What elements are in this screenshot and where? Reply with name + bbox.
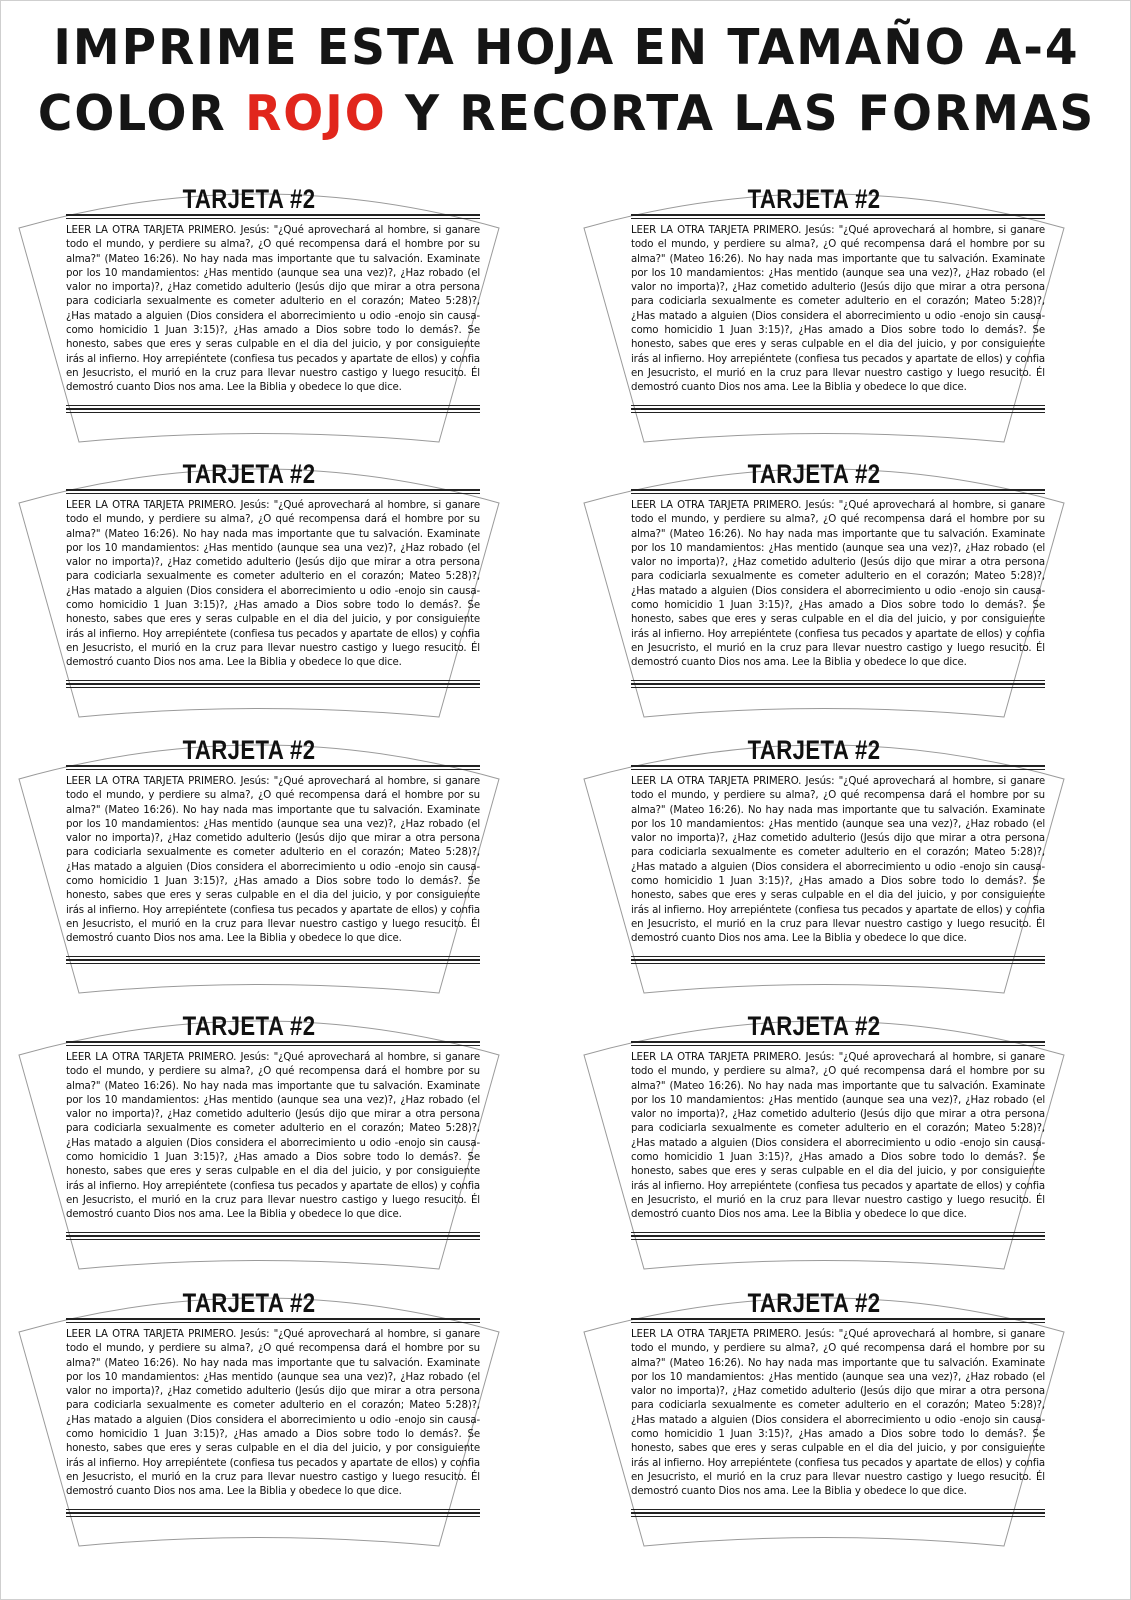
card-message: LEER LA OTRA TARJETA PRIMERO. Jesús: "¿Qué aprovechará al hombre, si ganare todo el mundo, y perdiere su alma?, ¿O qué recompensa dará el hombre por su alma?" (Mateo 16:26). No hay nada mas importante que tu salvación. Examinate por los 10 mandamientos: ¿Has mentido (aunque sea una vez)?, ¿Haz robado (el valor no importa)?, ¿Haz cometido adulterio (Jesús dijo que mirar a otra persona para codiciarla sexualmente es cometer adulterio en el corazón; Mateo 5:28)?, ¿Has matado a alguien (Dios considera el aborrecimiento u odio -enojo sin causa- como homicidio 1 Juan 3:15)?, ¿Has amado a Dios sobre todo lo demás?. Se honesto, sabes que eres y seras culpable en el dia del juicio, y por consiguiente irás al infierno. Hoy arrepiéntete (confiesa tus pecados y apartate de ellos) y confia en Jesucristo, el murió en la cruz para llevar nuestro castigo y luego resucito. Él demostró cuanto Dios nos ama. Lee la Biblia y obedece lo que dice. xyxy=(631,1329,1045,1498)
cutout-card xyxy=(9,1284,489,1554)
cutout-card xyxy=(574,1007,1054,1277)
instructions-line-1: IMPRIME ESTA HOJA EN TAMAÑO A-4 xyxy=(53,18,1080,77)
card-title: TARJETA #2 xyxy=(747,735,881,765)
card-message: LEER LA OTRA TARJETA PRIMERO. Jesús: "¿Qué aprovechará al hombre, si ganare todo el mundo, y perdiere su alma?, ¿O qué recompensa dará el hombre por su alma?" (Mateo 16:26). No hay nada mas importante que tu salvación. Examinate por los 10 mandamientos: ¿Has mentido (aunque sea una vez)?, ¿Haz robado (el valor no importa)?, ¿Haz cometido adulterio (Jesús dijo que mirar a otra persona para codiciarla sexualmente es cometer adulterio en el corazón; Mateo 5:28)?, ¿Has matado a alguien (Dios considera el aborrecimiento u odio -enojo sin causa- como homicidio 1 Juan 3:15)?, ¿Has amado a Dios sobre todo lo demás?. Se honesto, sabes que eres y seras culpable en el dia del juicio, y por consiguiente irás al infierno. Hoy arrepiéntete (confiesa tus pecados y apartate de ellos) y confia en Jesucristo, el murió en la cruz para llevar nuestro castigo y luego resucito. Él demostró cuanto Dios nos ama. Lee la Biblia y obedece lo que dice. xyxy=(631,500,1045,669)
card-title: TARJETA #2 xyxy=(747,184,881,214)
card-title: TARJETA #2 xyxy=(747,459,881,489)
card-title: TARJETA #2 xyxy=(182,459,316,489)
card-top-rules xyxy=(631,1041,1045,1048)
card-bottom-rules xyxy=(66,680,480,690)
card-message: LEER LA OTRA TARJETA PRIMERO. Jesús: "¿Qué aprovechará al hombre, si ganare todo el mundo, y perdiere su alma?, ¿O qué recompensa dará el hombre por su alma?" (Mateo 16:26). No hay nada mas importante que tu salvación. Examinate por los 10 mandamientos: ¿Has mentido (aunque sea una vez)?, ¿Haz robado (el valor no importa)?, ¿Haz cometido adulterio (Jesús dijo que mirar a otra persona para codiciarla sexualmente es cometer adulterio en el corazón; Mateo 5:28)?, ¿Has matado a alguien (Dios considera el aborrecimiento u odio -enojo sin causa- como homicidio 1 Juan 3:15)?, ¿Has amado a Dios sobre todo lo demás?. Se honesto, sabes que eres y seras culpable en el dia del juicio, y por consiguiente irás al infierno. Hoy arrepiéntete (confiesa tus pecados y apartate de ellos) y confia en Jesucristo, el murió en la cruz para llevar nuestro castigo y luego resucito. Él demostró cuanto Dios nos ama. Lee la Biblia y obedece lo que dice. xyxy=(66,1329,480,1498)
cutout-card xyxy=(574,455,1054,725)
color-highlight: ROJO xyxy=(245,84,387,143)
card-title: TARJETA #2 xyxy=(182,1011,316,1041)
card-top-rules xyxy=(631,489,1045,496)
cutout-card xyxy=(9,180,489,450)
card-bottom-rules xyxy=(631,405,1045,415)
cutout-card xyxy=(9,731,489,1001)
card-message: LEER LA OTRA TARJETA PRIMERO. Jesús: "¿Qué aprovechará al hombre, si ganare todo el mundo, y perdiere su alma?, ¿O qué recompensa dará el hombre por su alma?" (Mateo 16:26). No hay nada mas importante que tu salvación. Examinate por los 10 mandamientos: ¿Has mentido (aunque sea una vez)?, ¿Haz robado (el valor no importa)?, ¿Haz cometido adulterio (Jesús dijo que mirar a otra persona para codiciarla sexualmente es cometer adulterio en el corazón; Mateo 5:28)?, ¿Has matado a alguien (Dios considera el aborrecimiento u odio -enojo sin causa- como homicidio 1 Juan 3:15)?, ¿Has amado a Dios sobre todo lo demás?. Se honesto, sabes que eres y seras culpable en el dia del juicio, y por consiguiente irás al infierno. Hoy arrepiéntete (confiesa tus pecados y apartate de ellos) y confia en Jesucristo, el murió en la cruz para llevar nuestro castigo y luego resucito. Él demostró cuanto Dios nos ama. Lee la Biblia y obedece lo que dice. xyxy=(631,225,1045,394)
card-bottom-rules xyxy=(66,1509,480,1519)
card-bottom-rules xyxy=(66,956,480,966)
card-top-rules xyxy=(631,765,1045,772)
card-message: LEER LA OTRA TARJETA PRIMERO. Jesús: "¿Qué aprovechará al hombre, si ganare todo el mundo, y perdiere su alma?, ¿O qué recompensa dará el hombre por su alma?" (Mateo 16:26). No hay nada mas importante que tu salvación. Examinate por los 10 mandamientos: ¿Has mentido (aunque sea una vez)?, ¿Haz robado (el valor no importa)?, ¿Haz cometido adulterio (Jesús dijo que mirar a otra persona para codiciarla sexualmente es cometer adulterio en el corazón; Mateo 5:28)?, ¿Has matado a alguien (Dios considera el aborrecimiento u odio -enojo sin causa- como homicidio 1 Juan 3:15)?, ¿Has amado a Dios sobre todo lo demás?. Se honesto, sabes que eres y seras culpable en el dia del juicio, y por consiguiente irás al infierno. Hoy arrepiéntete (confiesa tus pecados y apartate de ellos) y confia en Jesucristo, el murió en la cruz para llevar nuestro castigo y luego resucito. Él demostró cuanto Dios nos ama. Lee la Biblia y obedece lo que dice. xyxy=(66,1052,480,1221)
card-title: TARJETA #2 xyxy=(182,184,316,214)
card-message: LEER LA OTRA TARJETA PRIMERO. Jesús: "¿Qué aprovechará al hombre, si ganare todo el mundo, y perdiere su alma?, ¿O qué recompensa dará el hombre por su alma?" (Mateo 16:26). No hay nada mas importante que tu salvación. Examinate por los 10 mandamientos: ¿Has mentido (aunque sea una vez)?, ¿Haz robado (el valor no importa)?, ¿Haz cometido adulterio (Jesús dijo que mirar a otra persona para codiciarla sexualmente es cometer adulterio en el corazón; Mateo 5:28)?, ¿Has matado a alguien (Dios considera el aborrecimiento u odio -enojo sin causa- como homicidio 1 Juan 3:15)?, ¿Has amado a Dios sobre todo lo demás?. Se honesto, sabes que eres y seras culpable en el dia del juicio, y por consiguiente irás al infierno. Hoy arrepiéntete (confiesa tus pecados y apartate de ellos) y confia en Jesucristo, el murió en la cruz para llevar nuestro castigo y luego resucito. Él demostró cuanto Dios nos ama. Lee la Biblia y obedece lo que dice. xyxy=(66,225,480,394)
card-title: TARJETA #2 xyxy=(182,1288,316,1318)
cutout-card xyxy=(574,180,1054,450)
instructions-line-2-start: COLOR xyxy=(37,84,246,143)
card-bottom-rules xyxy=(631,956,1045,966)
instructions-line-2 xyxy=(1,79,1131,148)
card-top-rules xyxy=(66,1041,480,1048)
instructions-line-2-end: Y RECORTA LAS FORMAS xyxy=(386,84,1096,143)
card-message: LEER LA OTRA TARJETA PRIMERO. Jesús: "¿Qué aprovechará al hombre, si ganare todo el mundo, y perdiere su alma?, ¿O qué recompensa dará el hombre por su alma?" (Mateo 16:26). No hay nada mas importante que tu salvación. Examinate por los 10 mandamientos: ¿Has mentido (aunque sea una vez)?, ¿Haz robado (el valor no importa)?, ¿Haz cometido adulterio (Jesús dijo que mirar a otra persona para codiciarla sexualmente es cometer adulterio en el corazón; Mateo 5:28)?, ¿Has matado a alguien (Dios considera el aborrecimiento u odio -enojo sin causa- como homicidio 1 Juan 3:15)?, ¿Has amado a Dios sobre todo lo demás?. Se honesto, sabes que eres y seras culpable en el dia del juicio, y por consiguiente irás al infierno. Hoy arrepiéntete (confiesa tus pecados y apartate de ellos) y confia en Jesucristo, el murió en la cruz para llevar nuestro castigo y luego resucito. Él demostró cuanto Dios nos ama. Lee la Biblia y obedece lo que dice. xyxy=(631,1052,1045,1221)
card-message: LEER LA OTRA TARJETA PRIMERO. Jesús: "¿Qué aprovechará al hombre, si ganare todo el mundo, y perdiere su alma?, ¿O qué recompensa dará el hombre por su alma?" (Mateo 16:26). No hay nada mas importante que tu salvación. Examinate por los 10 mandamientos: ¿Has mentido (aunque sea una vez)?, ¿Haz robado (el valor no importa)?, ¿Haz cometido adulterio (Jesús dijo que mirar a otra persona para codiciarla sexualmente es cometer adulterio en el corazón; Mateo 5:28)?, ¿Has matado a alguien (Dios considera el aborrecimiento u odio -enojo sin causa- como homicidio 1 Juan 3:15)?, ¿Has amado a Dios sobre todo lo demás?. Se honesto, sabes que eres y seras culpable en el dia del juicio, y por consiguiente irás al infierno. Hoy arrepiéntete (confiesa tus pecados y apartate de ellos) y confia en Jesucristo, el murió en la cruz para llevar nuestro castigo y luego resucito. Él demostró cuanto Dios nos ama. Lee la Biblia y obedece lo que dice. xyxy=(631,776,1045,945)
card-title: TARJETA #2 xyxy=(747,1288,881,1318)
cutout-card xyxy=(9,455,489,725)
cutout-card xyxy=(9,1007,489,1277)
card-top-rules xyxy=(631,214,1045,221)
card-bottom-rules xyxy=(66,405,480,415)
card-top-rules xyxy=(631,1318,1045,1325)
card-top-rules xyxy=(66,214,480,221)
card-bottom-rules xyxy=(631,1509,1045,1519)
card-bottom-rules xyxy=(631,1232,1045,1242)
cutout-card xyxy=(574,1284,1054,1554)
card-title: TARJETA #2 xyxy=(747,1011,881,1041)
instructions-header xyxy=(1,15,1131,147)
card-bottom-rules xyxy=(631,680,1045,690)
card-message: LEER LA OTRA TARJETA PRIMERO. Jesús: "¿Qué aprovechará al hombre, si ganare todo el mundo, y perdiere su alma?, ¿O qué recompensa dará el hombre por su alma?" (Mateo 16:26). No hay nada mas importante que tu salvación. Examinate por los 10 mandamientos: ¿Has mentido (aunque sea una vez)?, ¿Haz robado (el valor no importa)?, ¿Haz cometido adulterio (Jesús dijo que mirar a otra persona para codiciarla sexualmente es cometer adulterio en el corazón; Mateo 5:28)?, ¿Has matado a alguien (Dios considera el aborrecimiento u odio -enojo sin causa- como homicidio 1 Juan 3:15)?, ¿Has amado a Dios sobre todo lo demás?. Se honesto, sabes que eres y seras culpable en el dia del juicio, y por consiguiente irás al infierno. Hoy arrepiéntete (confiesa tus pecados y apartate de ellos) y confia en Jesucristo, el murió en la cruz para llevar nuestro castigo y luego resucito. Él demostró cuanto Dios nos ama. Lee la Biblia y obedece lo que dice. xyxy=(66,776,480,945)
card-bottom-rules xyxy=(66,1232,480,1242)
cutout-card xyxy=(574,731,1054,1001)
card-top-rules xyxy=(66,765,480,772)
card-message: LEER LA OTRA TARJETA PRIMERO. Jesús: "¿Qué aprovechará al hombre, si ganare todo el mundo, y perdiere su alma?, ¿O qué recompensa dará el hombre por su alma?" (Mateo 16:26). No hay nada mas importante que tu salvación. Examinate por los 10 mandamientos: ¿Has mentido (aunque sea una vez)?, ¿Haz robado (el valor no importa)?, ¿Haz cometido adulterio (Jesús dijo que mirar a otra persona para codiciarla sexualmente es cometer adulterio en el corazón; Mateo 5:28)?, ¿Has matado a alguien (Dios considera el aborrecimiento u odio -enojo sin causa- como homicidio 1 Juan 3:15)?, ¿Has amado a Dios sobre todo lo demás?. Se honesto, sabes que eres y seras culpable en el dia del juicio, y por consiguiente irás al infierno. Hoy arrepiéntete (confiesa tus pecados y apartate de ellos) y confia en Jesucristo, el murió en la cruz para llevar nuestro castigo y luego resucito. Él demostró cuanto Dios nos ama. Lee la Biblia y obedece lo que dice. xyxy=(66,500,480,669)
card-top-rules xyxy=(66,489,480,496)
card-title: TARJETA #2 xyxy=(182,735,316,765)
card-top-rules xyxy=(66,1318,480,1325)
